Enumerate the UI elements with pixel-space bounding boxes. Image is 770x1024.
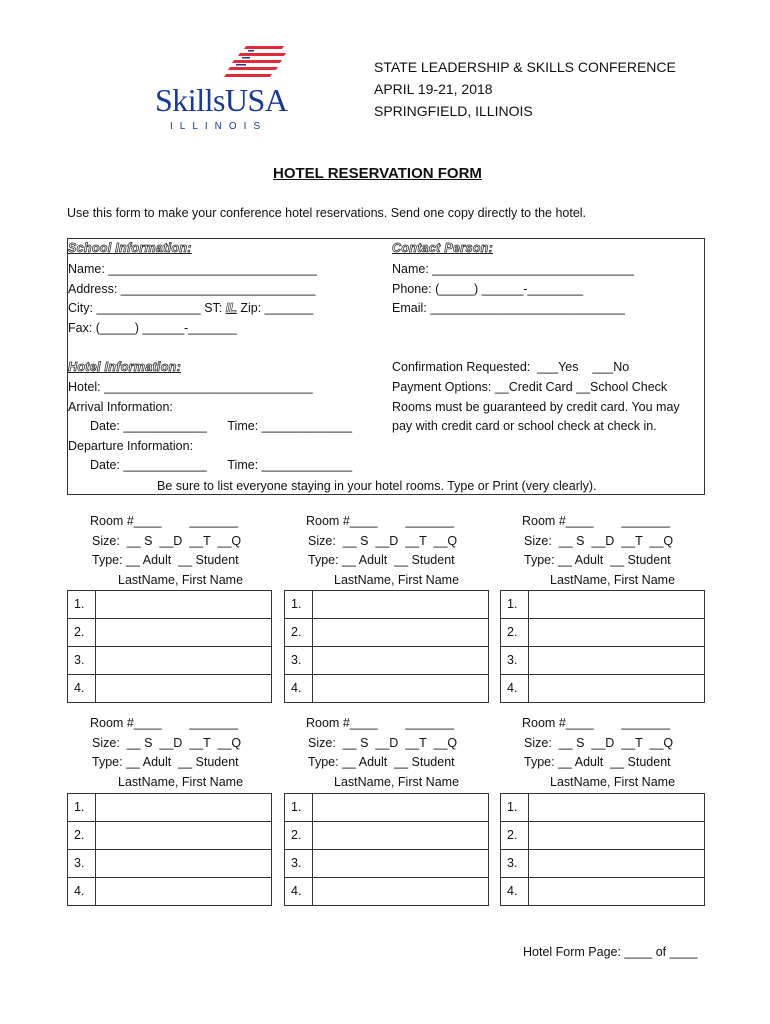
room-size-field-4[interactable]: Size: __ S __D __T __Q — [92, 736, 242, 750]
row-number: 2. — [501, 619, 529, 646]
table-row — [285, 619, 488, 647]
room-occupant-table-1 — [67, 590, 272, 703]
table-row — [501, 675, 704, 702]
occupant-name-cell[interactable] — [313, 822, 488, 849]
table-row — [285, 878, 488, 905]
room-names-header-6: LastName, First Name — [550, 775, 676, 789]
occupant-name-cell[interactable] — [529, 675, 704, 702]
payment-options[interactable]: Payment Options: __Credit Card __School Check — [392, 380, 668, 394]
state-value: IL — [225, 301, 237, 315]
occupant-name-cell[interactable] — [313, 591, 488, 618]
room-names-header-3: LastName, First Name — [550, 573, 676, 587]
room-names-header-1: LastName, First Name — [118, 573, 244, 587]
table-row — [68, 794, 271, 822]
logo-stripes-icon — [222, 46, 292, 86]
occupant-name-cell[interactable] — [96, 647, 271, 674]
room-number-field-2[interactable]: Room #____ _______ — [306, 514, 455, 528]
occupant-name-cell[interactable] — [313, 850, 488, 877]
row-number: 2. — [501, 822, 529, 849]
room-type-field-4[interactable]: Type: __ Adult __ Student — [92, 755, 239, 769]
row-number: 1. — [501, 591, 529, 618]
occupant-name-cell[interactable] — [313, 794, 488, 821]
departure-date-time-field[interactable]: Date: ____________ Time: _____________ — [90, 458, 353, 472]
table-row — [68, 822, 271, 850]
occupant-name-cell[interactable] — [96, 675, 271, 702]
guarantee-note-line2: pay with credit card or school check at check in. — [392, 419, 657, 433]
row-number: 1. — [285, 794, 313, 821]
table-row — [68, 647, 271, 675]
table-row — [68, 850, 271, 878]
occupant-name-cell[interactable] — [529, 822, 704, 849]
occupant-name-cell[interactable] — [313, 647, 488, 674]
row-number: 4. — [68, 675, 96, 702]
table-row — [285, 794, 488, 822]
table-row — [285, 850, 488, 878]
room-type-field-2[interactable]: Type: __ Adult __ Student — [308, 553, 455, 567]
room-size-field-1[interactable]: Size: __ S __D __T __Q — [92, 534, 242, 548]
room-size-field-5[interactable]: Size: __ S __D __T __Q — [308, 736, 458, 750]
table-row — [285, 822, 488, 850]
logo-subtitle: ILLINOIS — [170, 121, 268, 132]
school-city-field[interactable] — [68, 301, 313, 315]
occupant-name-cell[interactable] — [529, 619, 704, 646]
table-row — [68, 878, 271, 905]
room-type-field-5[interactable]: Type: __ Adult __ Student — [308, 755, 455, 769]
room-occupant-table-6 — [500, 793, 705, 906]
occupant-name-cell[interactable] — [313, 878, 488, 905]
table-row — [501, 878, 704, 905]
room-size-field-6[interactable]: Size: __ S __D __T __Q — [524, 736, 674, 750]
occupant-name-cell[interactable] — [313, 675, 488, 702]
table-row — [501, 822, 704, 850]
occupant-name-cell[interactable] — [96, 850, 271, 877]
logo-wordmark: SkillsUSA — [155, 82, 288, 118]
table-row — [285, 591, 488, 619]
room-names-header-4: LastName, First Name — [118, 775, 244, 789]
room-occupant-table-2 — [284, 590, 489, 703]
row-number: 2. — [68, 822, 96, 849]
school-information-heading: School Information: — [68, 241, 192, 255]
room-type-field-1[interactable]: Type: __ Adult __ Student — [92, 553, 239, 567]
occupant-name-cell[interactable] — [529, 591, 704, 618]
table-row — [68, 675, 271, 702]
confirmation-requested[interactable]: Confirmation Requested: ___Yes ___No — [392, 360, 630, 374]
table-row — [68, 619, 271, 647]
conference-location: SPRINGFIELD, ILLINOIS — [374, 103, 533, 119]
arrival-date-time-field[interactable]: Date: ____________ Time: _____________ — [90, 419, 353, 433]
zip-label: Zip: _______ — [236, 301, 314, 315]
table-row — [501, 794, 704, 822]
contact-email-field[interactable]: Email: ____________________________ — [392, 301, 625, 315]
occupant-name-cell[interactable] — [96, 822, 271, 849]
room-names-header-2: LastName, First Name — [334, 573, 460, 587]
guarantee-note-line1: Rooms must be guaranteed by credit card. You may — [392, 400, 680, 414]
room-number-field-6[interactable]: Room #____ _______ — [522, 716, 671, 730]
room-type-field-6[interactable]: Type: __ Adult __ Student — [524, 755, 671, 769]
school-fax-field[interactable]: Fax: (_____) ______-_______ — [68, 321, 237, 335]
row-number: 4. — [285, 878, 313, 905]
room-size-field-2[interactable]: Size: __ S __D __T __Q — [308, 534, 458, 548]
row-number: 1. — [68, 591, 96, 618]
table-row — [501, 850, 704, 878]
departure-label: Departure Information: — [68, 439, 194, 453]
row-number: 3. — [68, 647, 96, 674]
conference-dates: APRIL 19-21, 2018 — [374, 81, 493, 97]
row-number: 4. — [501, 878, 529, 905]
row-number: 4. — [501, 675, 529, 702]
occupant-name-cell[interactable] — [96, 591, 271, 618]
city-label: City: _______________ ST: — [68, 301, 226, 315]
room-type-field-3[interactable]: Type: __ Adult __ Student — [524, 553, 671, 567]
row-number: 3. — [68, 850, 96, 877]
contact-name-field[interactable]: Name: _____________________________ — [392, 262, 634, 276]
occupant-name-cell[interactable] — [529, 794, 704, 821]
hotel-information-heading: Hotel Information: — [68, 360, 182, 374]
room-occupant-table-4 — [67, 793, 272, 906]
room-size-field-3[interactable]: Size: __ S __D __T __Q — [524, 534, 674, 548]
occupant-name-cell[interactable] — [96, 878, 271, 905]
contact-phone-field[interactable]: Phone: (_____) ______-________ — [392, 282, 584, 296]
row-number: 4. — [68, 878, 96, 905]
page-title: HOTEL RESERVATION FORM — [273, 165, 482, 182]
room-names-header-5: LastName, First Name — [334, 775, 460, 789]
room-occupant-table-5 — [284, 793, 489, 906]
school-name-field[interactable]: Name: ______________________________ — [68, 262, 317, 276]
occupant-name-cell[interactable] — [529, 647, 704, 674]
listing-instruction: Be sure to list everyone staying in your hotel rooms. Type or Print (very clearly). — [157, 479, 597, 493]
row-number: 1. — [68, 794, 96, 821]
intro-text: Use this form to make your conference hotel reservations. Send one copy directly to the hotel. — [67, 206, 587, 220]
contact-person-heading: Contact Person: — [392, 241, 494, 255]
row-number: 2. — [285, 822, 313, 849]
table-row — [285, 675, 488, 702]
occupant-name-cell[interactable] — [529, 850, 704, 877]
row-number: 4. — [285, 675, 313, 702]
table-row — [501, 619, 704, 647]
school-address-field[interactable]: Address: ____________________________ — [68, 282, 316, 296]
room-number-field-5[interactable]: Room #____ _______ — [306, 716, 455, 730]
room-occupant-table-3 — [500, 590, 705, 703]
table-row — [501, 591, 704, 619]
arrival-label: Arrival Information: — [68, 400, 173, 414]
row-number: 3. — [501, 647, 529, 674]
page-count-field[interactable]: Hotel Form Page: ____ of ____ — [523, 945, 698, 959]
occupant-name-cell[interactable] — [96, 619, 271, 646]
table-row — [501, 647, 704, 675]
table-row — [285, 647, 488, 675]
row-number: 2. — [285, 619, 313, 646]
row-number: 1. — [285, 591, 313, 618]
row-number: 2. — [68, 619, 96, 646]
room-number-field-3[interactable]: Room #____ _______ — [522, 514, 671, 528]
hotel-name-field[interactable]: Hotel: ______________________________ — [68, 380, 313, 394]
occupant-name-cell[interactable] — [96, 794, 271, 821]
occupant-name-cell[interactable] — [313, 619, 488, 646]
row-number: 1. — [501, 794, 529, 821]
room-number-field-4[interactable]: Room #____ _______ — [90, 716, 239, 730]
row-number: 3. — [285, 850, 313, 877]
room-number-field-1[interactable]: Room #____ _______ — [90, 514, 239, 528]
table-row — [68, 591, 271, 619]
row-number: 3. — [501, 850, 529, 877]
occupant-name-cell[interactable] — [529, 878, 704, 905]
conference-name: STATE LEADERSHIP & SKILLS CONFERENCE — [374, 59, 676, 75]
row-number: 3. — [285, 647, 313, 674]
